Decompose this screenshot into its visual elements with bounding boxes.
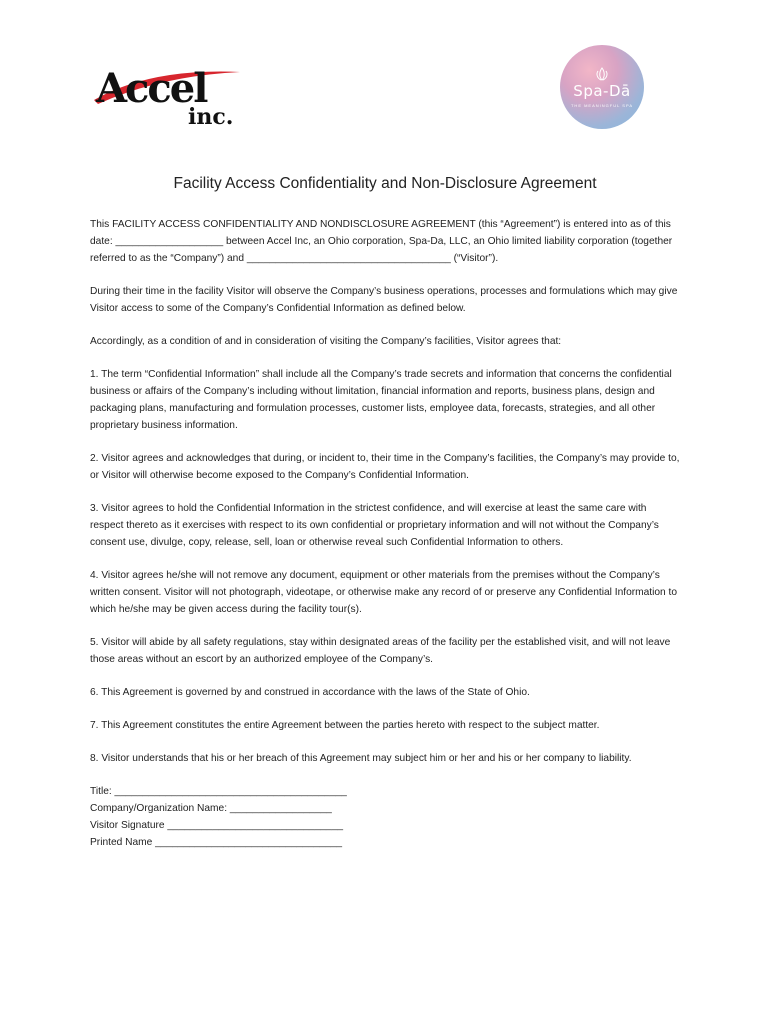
- spada-logo-name: Spa-Dā: [573, 81, 631, 100]
- observation-paragraph: During their time in the facility Visitor will observe the Company’s business operations, processes and formulations which may give Visitor access to some of the Company’s Confidential Information as defined below.: [90, 286, 678, 314]
- clause-4: 4. Visitor agrees he/she will not remove any document, equipment or other materials from the premises without the Company’s written consent. Visitor will not photograph, videotape, or otherwise make any record of or preserve any Confidential Information to which he/she may be given access during the facility tour(s).: [90, 570, 678, 615]
- clause-7: 7. This Agreement constitutes the entire Agreement between the parties hereto with respect to the subject matter.: [90, 720, 600, 731]
- intro-paragraph: This FACILITY ACCESS CONFIDENTIALITY AND NONDISCLOSURE AGREEMENT (this “Agreement”) is entered into as of this date: ___________________ between Accel Inc, an Ohio corporation, Spa-Da, LLC, an Ohio limited liability corporation (together referred to as the “Company”) and ____________________________________ (“Visitor”).: [90, 219, 673, 264]
- spada-logo-tagline: THE MEANINGFUL SPA: [570, 102, 633, 108]
- condition-paragraph: Accordingly, as a condition of and in consideration of visiting the Company’s facilities, Visitor agrees that:: [90, 336, 562, 347]
- spada-logo: [560, 45, 644, 129]
- clause-1: 1. The term “Confidential Information” shall include all the Company’s trade secrets and information that concerns the confidential business or affairs of the Company’s including without limitation, financial information and reports, business plans, design and packaging plans, manufacturing and formulation processes, customer lists, employee data, forecasts, strategies, and all other proprietary business information.: [90, 369, 672, 431]
- accel-logo-suffix: inc.: [188, 104, 234, 130]
- title-field[interactable]: Title: _________________________________________: [90, 786, 347, 797]
- lotus-icon: [591, 67, 613, 81]
- accel-logo: [90, 50, 250, 130]
- visitor-signature-field[interactable]: Visitor Signature _______________________________: [90, 820, 344, 831]
- clause-6: 6. This Agreement is governed by and construed in accordance with the laws of the State of Ohio.: [90, 687, 530, 698]
- document-title: Facility Access Confidentiality and Non-Disclosure Agreement: [173, 175, 597, 192]
- accel-logo-name: Accel: [96, 65, 207, 112]
- company-name-field[interactable]: Company/Organization Name: __________________: [90, 803, 332, 814]
- clause-2: 2. Visitor agrees and acknowledges that during, or incident to, their time in the Company’s facilities, the Company’s may provide to, or Visitor will otherwise become exposed to the Company’s Confidential Information.: [90, 453, 680, 481]
- clause-3: 3. Visitor agrees to hold the Confidential Information in the strictest confidence, and will exercise at least the same care with respect thereto as it exercises with respect to its own confidential or proprietary information and will not without the Company’s consent use, divulge, copy, release, sell, loan or otherwise reveal such Confidential Information to others.: [90, 503, 659, 548]
- signature-block: [90, 783, 682, 851]
- printed-name-field[interactable]: Printed Name _________________________________: [90, 837, 343, 848]
- clause-8: 8. Visitor understands that his or her breach of this Agreement may subject him or her and his or her company to liability.: [90, 753, 632, 764]
- agreement-body: [90, 216, 682, 851]
- clause-5: 5. Visitor will abide by all safety regulations, stay within designated areas of the facility per the established visit, and will not leave those areas without an escort by an authorized employee of the Company’s.: [90, 637, 671, 665]
